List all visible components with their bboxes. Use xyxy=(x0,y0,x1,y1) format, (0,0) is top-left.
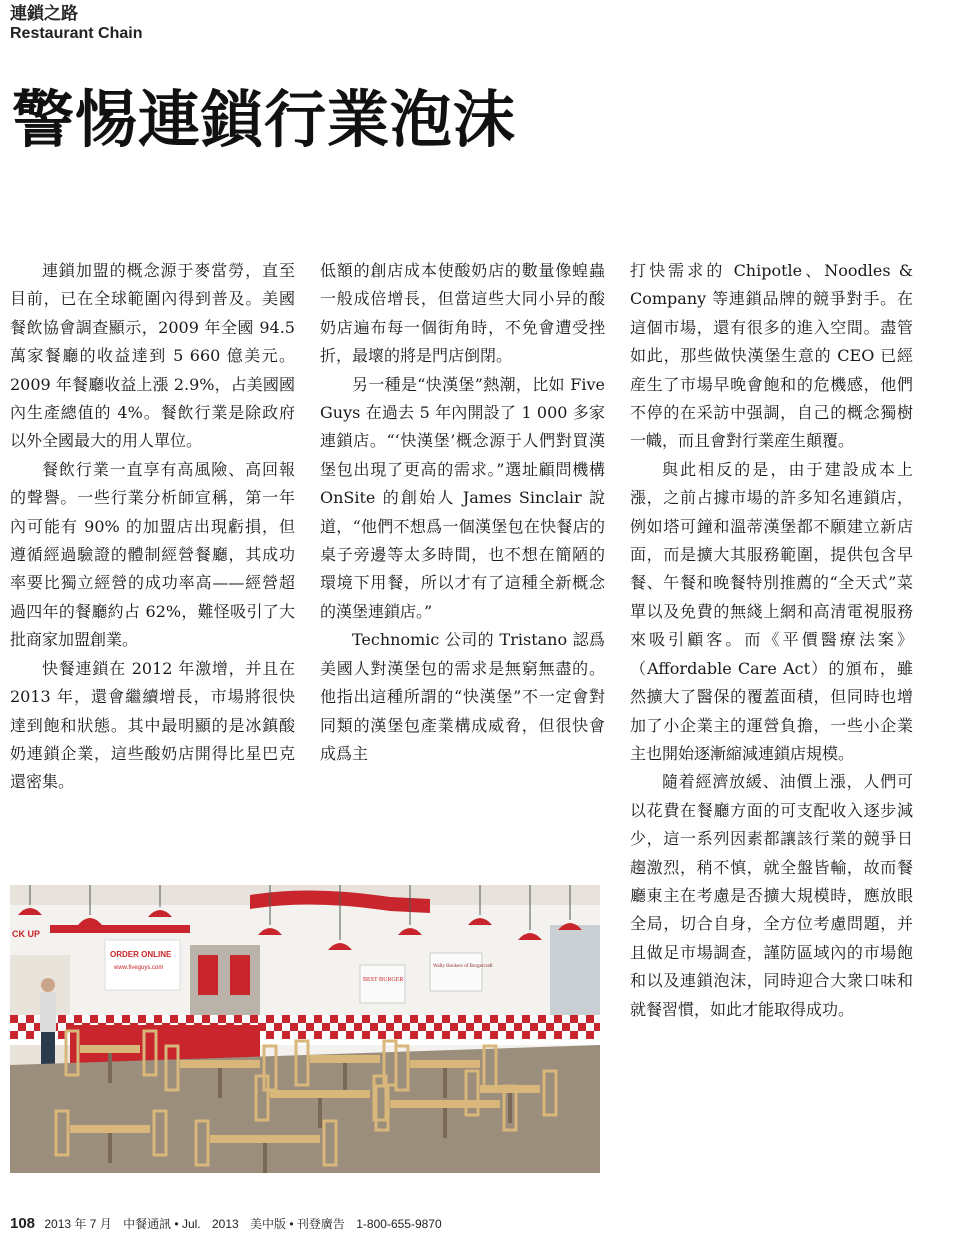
check-square xyxy=(474,1031,482,1039)
check-square xyxy=(106,1015,114,1023)
check-square xyxy=(442,1031,450,1039)
check-square xyxy=(426,1031,434,1039)
restaurant-interior-illustration xyxy=(10,885,600,1173)
check-square xyxy=(466,1023,474,1031)
check-square xyxy=(266,1031,274,1039)
table-leg xyxy=(318,1098,322,1128)
table-top xyxy=(310,1055,380,1063)
check-square xyxy=(442,1015,450,1023)
check-square xyxy=(186,1015,194,1023)
check-square xyxy=(378,1015,386,1023)
check-square xyxy=(250,1015,258,1023)
edition-label: 美中版 • 刊登廣告 xyxy=(250,1217,345,1231)
check-square xyxy=(362,1031,370,1039)
table-leg xyxy=(343,1063,347,1093)
table-leg xyxy=(508,1093,512,1123)
check-square xyxy=(394,1031,402,1039)
paragraph: 餐飲行業一直享有高風險、高回報的聲譽。一些行業分析師宣稱，第一年內可能有 90% 的加盟店出現虧損，但遵循經過驗證的體制經營餐廳，其成功率要比獨立經營的成功率高——經營超過四年的餐廳約占 62%，難怪吸引了大批商家加盟創業。 xyxy=(10,459,295,650)
table-leg xyxy=(218,1068,222,1098)
section-title-en: Restaurant Chain xyxy=(10,25,143,42)
check-square xyxy=(234,1015,242,1023)
check-square xyxy=(314,1031,322,1039)
wall-poster-text: Wally Hookers of Burgercraft xyxy=(433,964,493,969)
best-burger-sign: BEST BURGER xyxy=(363,977,404,983)
check-square xyxy=(426,1015,434,1023)
check-square xyxy=(506,1015,514,1023)
check-square xyxy=(482,1023,490,1031)
check-square xyxy=(218,1015,226,1023)
check-square xyxy=(490,1015,498,1023)
table-top xyxy=(390,1100,500,1108)
issue-year: 2013 xyxy=(211,1217,239,1231)
paragraph: 另一種是“快漢堡”熱潮，比如 Five Guys 在過去 5 年內開設了 1 000 多家連鎖店。“‘快漢堡’概念源于人們對買漢堡包出現了更高的需求。”選址顧問機構 OnSite 的創始人 James Sinclair 說道，“他們不想爲一個漢堡包在快餐店的桌子旁邊等太多時間，也不想在簡陋的環境下用餐，所以才有了這種全新概念的漢堡連鎖店。” xyxy=(320,374,605,621)
check-square xyxy=(322,1023,330,1031)
check-square xyxy=(458,1031,466,1039)
table-top xyxy=(480,1085,540,1093)
check-square xyxy=(330,1031,338,1039)
ad-phone: 1-800-655-9870 xyxy=(356,1217,442,1231)
check-square xyxy=(402,1023,410,1031)
check-square xyxy=(378,1031,386,1039)
check-square xyxy=(314,1015,322,1023)
check-square xyxy=(554,1031,562,1039)
check-square xyxy=(570,1015,578,1023)
table-leg xyxy=(108,1053,112,1083)
restaurant-photo xyxy=(10,885,600,1173)
check-square xyxy=(522,1031,530,1039)
check-square xyxy=(338,1023,346,1031)
check-square xyxy=(362,1015,370,1023)
check-square xyxy=(346,1015,354,1023)
check-square xyxy=(354,1023,362,1031)
table-top xyxy=(210,1135,320,1143)
check-square xyxy=(266,1015,274,1023)
paragraph-continued: 打快需求的 Chipotle、Noodles & Company 等連鎖品牌的競爭對手。在這個市場，還有很多的進入空間。盡管如此，那些做快漢堡生意的 CEO 已經産生了市場早晚會飽和的危機感，他們不停的在采訪中强調，自己的概念獨樹一幟，而且會對行業産生顛覆。 xyxy=(630,261,913,451)
article-column-1 xyxy=(10,257,295,797)
check-square xyxy=(26,1031,34,1039)
order-online-sign: ORDER ONLINE xyxy=(110,950,172,959)
section-tag xyxy=(10,4,142,44)
check-square xyxy=(562,1023,570,1031)
check-square xyxy=(554,1015,562,1023)
page-number: 108 xyxy=(10,1215,36,1232)
magazine-name: 中餐通訊 • Jul. xyxy=(123,1217,201,1231)
check-square xyxy=(386,1023,394,1031)
check-square xyxy=(586,1015,594,1023)
check-square xyxy=(58,1015,66,1023)
check-square xyxy=(546,1023,554,1031)
check-square xyxy=(418,1023,426,1031)
check-square xyxy=(10,1031,18,1039)
check-square xyxy=(538,1031,546,1039)
customer-body xyxy=(40,992,56,1032)
check-square xyxy=(90,1015,98,1023)
table-leg xyxy=(443,1068,447,1098)
pickup-sign: CK UP xyxy=(12,929,41,939)
paragraph: 連鎖加盟的概念源于麥當勞，直至目前，已在全球範圍內得到普及。美國餐飲協會調查顯示，2009 年全國 94.5 萬家餐廳的收益達到 5 660 億美元。2009 年餐廳收益上漲 2.9%，占美國國內生產總值的 4%。餐飲行業是除政府以外全國最大的用人單位。 xyxy=(10,261,295,451)
section-title-zh: 連鎖之路 xyxy=(10,4,78,24)
paragraph: 與此相反的是，由于建設成本上漲，之前占據市場的許多知名連鎖店，例如塔可鐘和溫蒂漢堡都不願建立新店面，而是擴大其服務範圍，提供包含早餐、午餐和晚餐特別推薦的“全天式”菜單以及免費的無綫上網和高清電視服務來吸引顧客。而《平價醫療法案》（Affordable Care Act）的頒布，雖然擴大了醫保的覆蓋面積，但同時也增加了小企業主的運營負擔，一些小企業主也開始逐漸縮減連鎖店規模。 xyxy=(630,459,913,763)
customer-head xyxy=(41,978,55,992)
table-top xyxy=(180,1060,260,1068)
paragraph: 隨着經濟放緩、油價上漲，人們可以花費在餐廳方面的可支配收入逐步減少，這一系列因素都讓該行業的競爭日趨激烈，稍不慎，就全盤皆輸，故而餐廳東主在考慮是否擴大規模時，應放眼全局，切合自身，全方位考慮問題，并且做足市場調查，謹防區域內的市場飽和以及連鎖泡沫，同時迎合大衆口味和就餐習慣，如此才能取得成功。 xyxy=(630,772,913,1019)
check-square xyxy=(394,1015,402,1023)
check-square xyxy=(514,1023,522,1031)
table-top xyxy=(410,1060,480,1068)
article-headline: 警惕連鎖行業泡沫 xyxy=(12,83,517,156)
paragraph-continued: 低額的創店成本使酸奶店的數量像蝗蟲一般成倍增長，但當這些大同小异的酸奶店遍布每一個街角時，不免會遭受挫折，最壞的將是門店倒閉。 xyxy=(320,261,605,366)
table-leg xyxy=(443,1108,447,1138)
wall-poster xyxy=(430,953,482,991)
website-sign: www.fiveguys.com xyxy=(114,965,164,971)
check-square xyxy=(18,1023,26,1031)
paragraph: Technomic 公司的 Tristano 認爲美國人對漢堡包的需求是無窮無盡的。他指出這種所謂的“快漢堡”不一定會對同類的漢堡包產業構成威脅，但很快會成爲主 xyxy=(320,630,605,763)
check-square xyxy=(170,1015,178,1023)
table-top xyxy=(70,1125,150,1133)
paragraph: 快餐連鎖在 2012 年激增，并且在 2013 年，還會繼續增長，市場將很快達到飽和狀態。其中最明顯的是冰鎮酸奶連鎖企業，這些酸奶店開得比星巴克還密集。 xyxy=(10,658,295,792)
check-square xyxy=(506,1031,514,1039)
check-square xyxy=(282,1031,290,1039)
article-column-2 xyxy=(320,257,605,768)
check-square xyxy=(410,1031,418,1039)
check-square xyxy=(458,1015,466,1023)
check-square xyxy=(370,1023,378,1031)
check-square xyxy=(282,1015,290,1023)
check-square xyxy=(578,1023,586,1031)
table-top xyxy=(270,1090,370,1098)
check-square xyxy=(498,1023,506,1031)
table-leg xyxy=(263,1143,267,1173)
check-square xyxy=(202,1015,210,1023)
check-square xyxy=(594,1023,600,1031)
check-square xyxy=(522,1015,530,1023)
check-square xyxy=(570,1031,578,1039)
check-square xyxy=(298,1031,306,1039)
check-square xyxy=(410,1015,418,1023)
red-duct xyxy=(50,925,190,933)
check-square xyxy=(538,1015,546,1023)
check-square xyxy=(122,1015,130,1023)
check-square xyxy=(10,1015,18,1023)
check-square xyxy=(26,1015,34,1023)
check-square xyxy=(346,1031,354,1039)
issue-date: 2013 年 7 月 xyxy=(44,1217,112,1231)
table-top xyxy=(80,1045,140,1053)
check-square xyxy=(298,1015,306,1023)
check-square xyxy=(450,1023,458,1031)
check-square xyxy=(290,1023,298,1031)
check-square xyxy=(586,1031,594,1039)
wall-poster xyxy=(360,965,405,1003)
check-square xyxy=(330,1015,338,1023)
check-square xyxy=(474,1015,482,1023)
table-leg xyxy=(108,1133,112,1163)
check-square xyxy=(530,1023,538,1031)
article-column-3 xyxy=(630,257,913,1024)
check-square xyxy=(138,1015,146,1023)
check-square xyxy=(74,1015,82,1023)
page-footer xyxy=(10,1215,450,1232)
check-square xyxy=(306,1023,314,1031)
check-square xyxy=(274,1023,282,1031)
check-square xyxy=(154,1015,162,1023)
check-square xyxy=(434,1023,442,1031)
check-square xyxy=(490,1031,498,1039)
